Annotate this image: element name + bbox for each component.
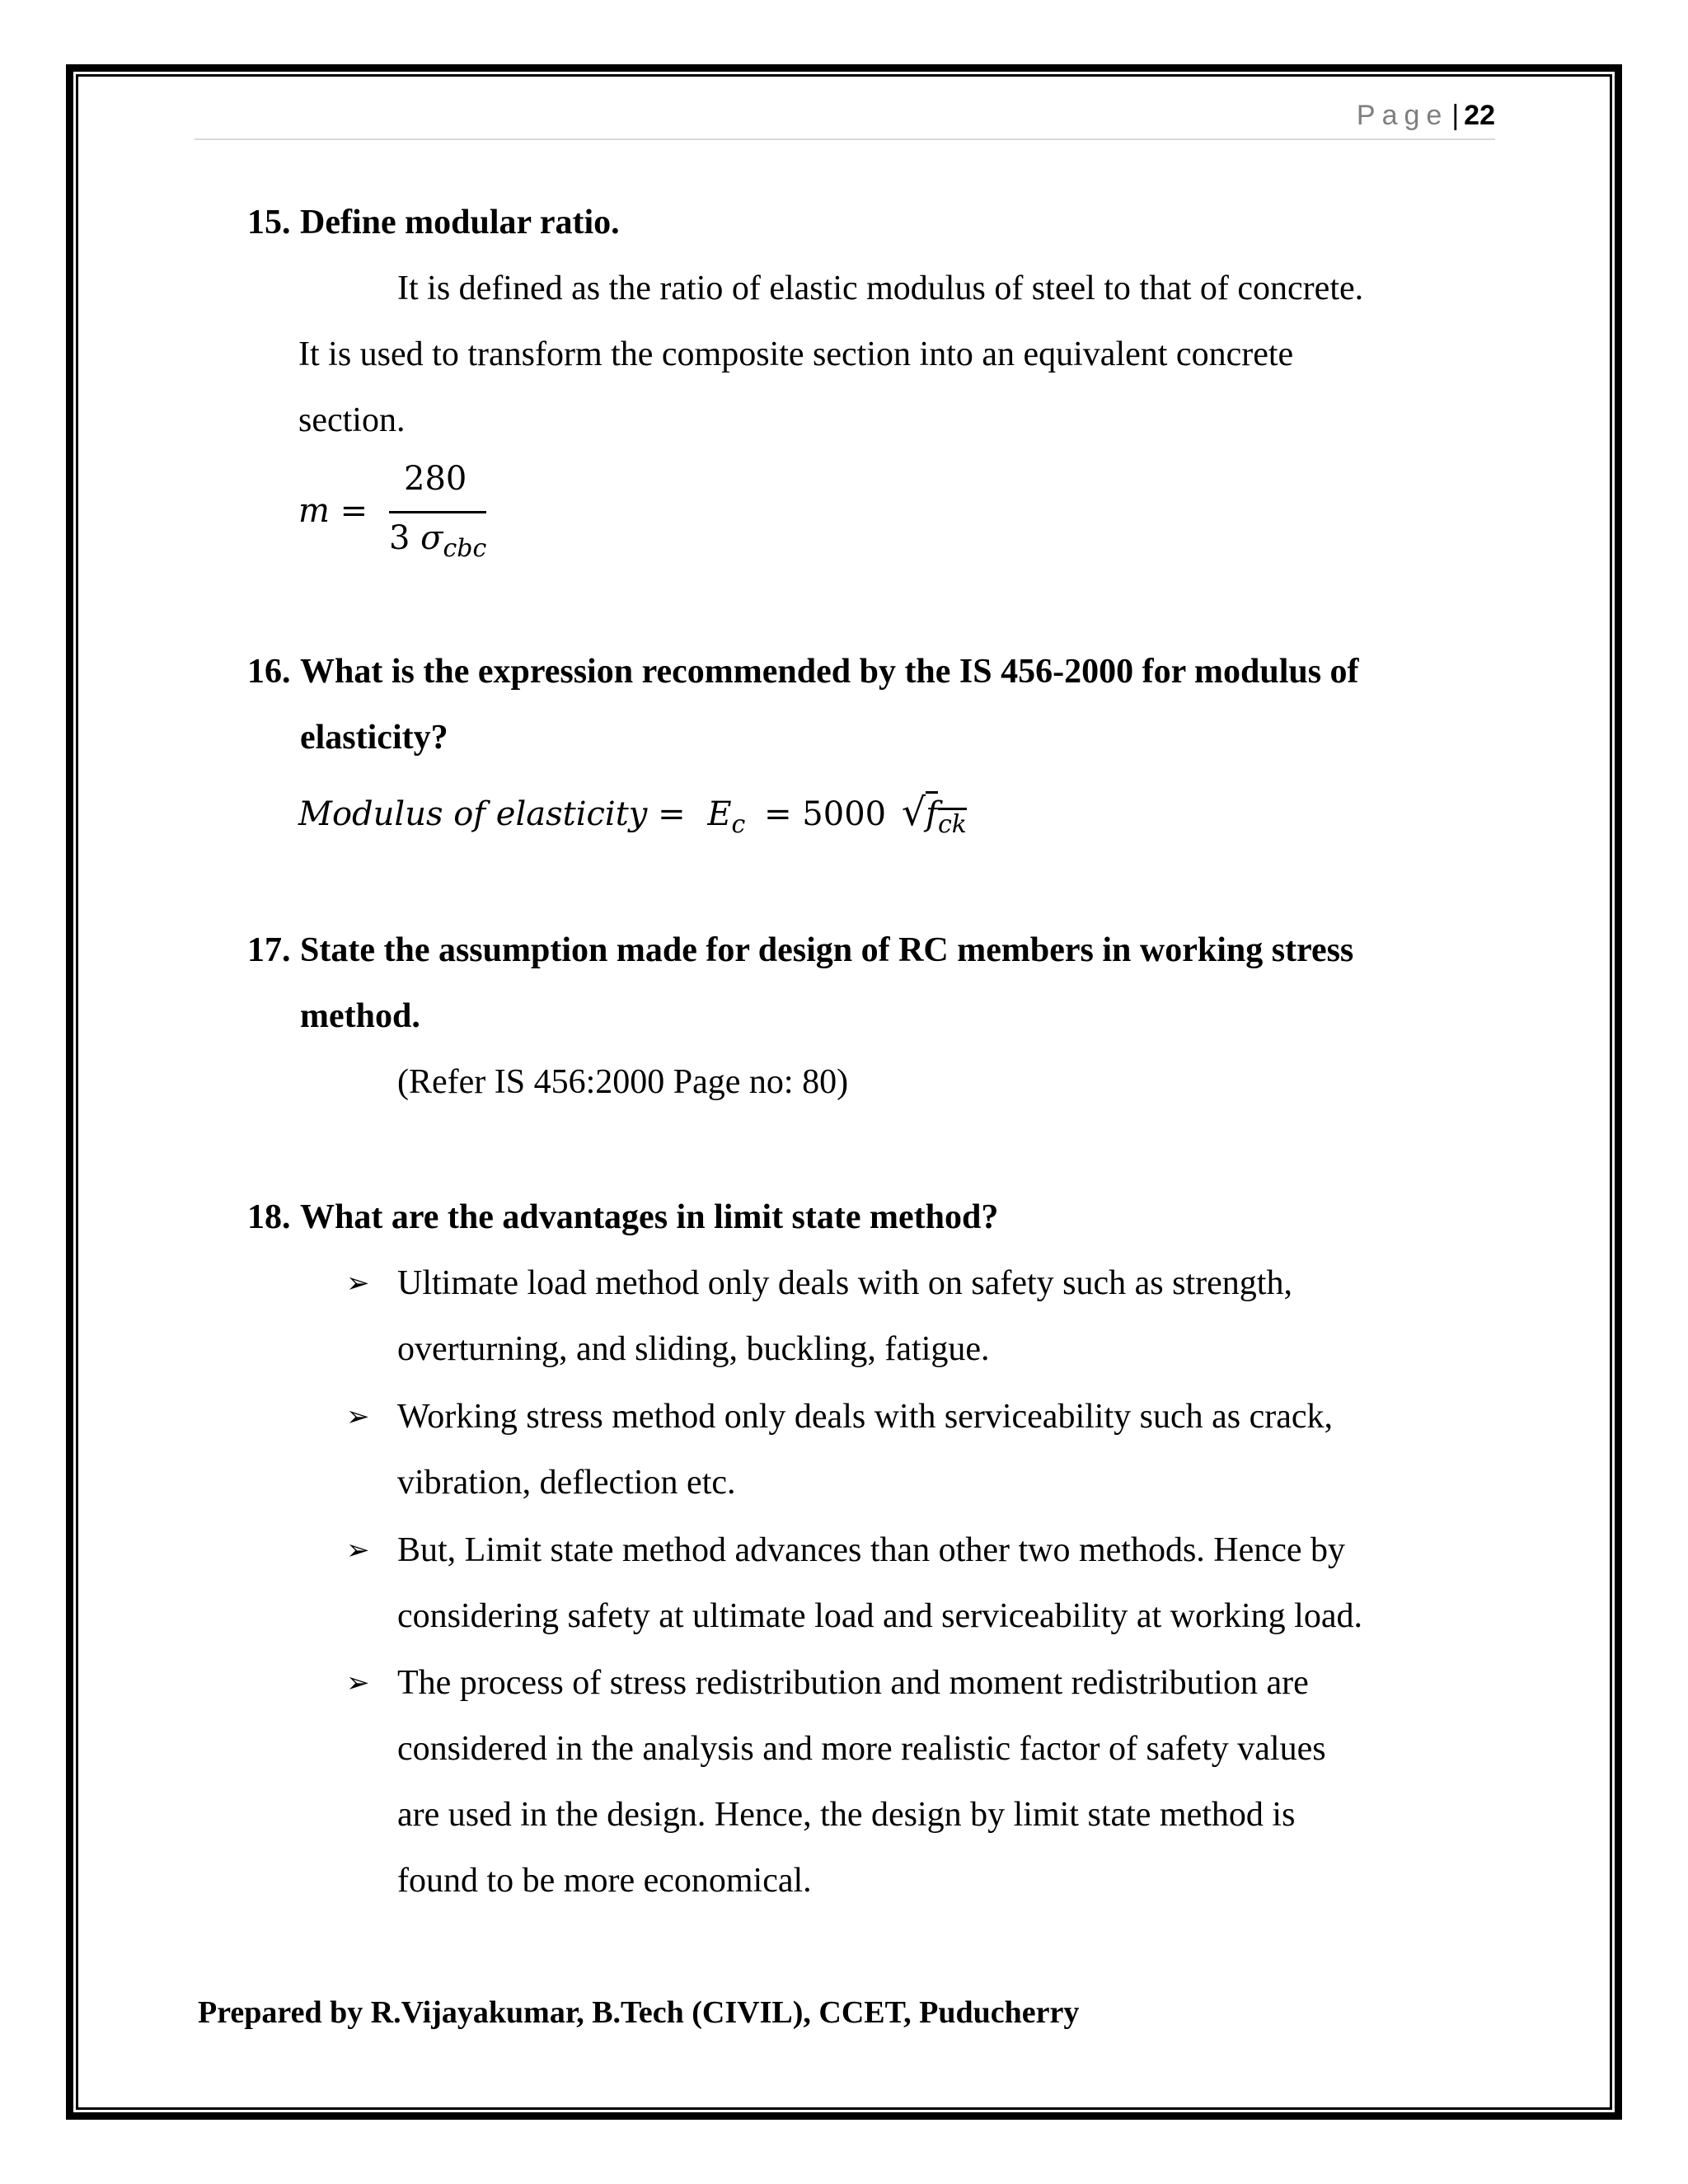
fraction-bar	[389, 511, 486, 513]
question-number: 16.	[247, 653, 291, 691]
bullet-4-line-4: found to be more economical.	[397, 1862, 812, 1900]
formula-numerator: 280	[404, 460, 467, 498]
question-17-heading	[247, 917, 1533, 1049]
question-number: 18.	[247, 1198, 291, 1236]
question-number: 15.	[247, 204, 291, 241]
formula-E-subscript: c	[731, 810, 746, 839]
question-18-heading	[247, 1184, 998, 1250]
bullet-1-line-2: overturning, and sliding, buckling, fatigue.	[397, 1330, 990, 1368]
bullet-2-line-2: vibration, deflection etc.	[397, 1464, 736, 1502]
answer-15-line-2: It is used to transform the composite section into an equivalent concrete	[298, 335, 1294, 373]
footer-credit: Prepared by R.Vijayakumar, B.Tech (CIVIL), CCET, Puducherry	[198, 1995, 1080, 2030]
arrow-bullet-icon: ➢	[346, 1400, 370, 1433]
answer-15-line-1: It is defined as the ratio of elastic modulus of steel to that of concrete.	[397, 269, 1364, 307]
arrow-bullet-icon: ➢	[346, 1666, 370, 1699]
sigma-symbol: σ	[420, 519, 443, 557]
bullet-3-line-1: But, Limit state method advances than other two methods. Hence by	[397, 1531, 1346, 1569]
bullet-4-line-2: considered in the analysis and more realistic factor of safety values	[397, 1730, 1326, 1768]
question-text-line-1: State the assumption made for design of RC members in working stress	[300, 931, 1354, 969]
formula-equals-value: = 5000	[764, 795, 887, 833]
page-header	[195, 97, 1495, 140]
formula-f-subscript: ck	[938, 808, 967, 839]
arrow-bullet-icon: ➢	[346, 1267, 370, 1300]
sigma-subscript: cbc	[443, 534, 487, 563]
page-number: 22	[1464, 100, 1495, 131]
sqrt-symbol: √	[901, 790, 926, 834]
answer-15-line-3: section.	[298, 401, 406, 439]
modulus-of-elasticity-formula	[298, 790, 967, 839]
bullet-4-line-3: are used in the design. Hence, the design by limit state method is	[397, 1796, 1296, 1834]
formula-E: E	[707, 795, 732, 833]
page-separator: |	[1451, 100, 1460, 131]
question-15-heading	[247, 190, 620, 255]
arrow-bullet-icon: ➢	[346, 1534, 370, 1567]
question-text-line-2: method.	[300, 997, 420, 1035]
question-text: Define modular ratio.	[300, 204, 620, 241]
question-text-line-2: elasticity?	[300, 719, 448, 757]
question-text-line-1: What is the expression recommended by the IS 456-2000 for modulus of	[300, 653, 1359, 691]
formula-lhs: m =	[298, 492, 368, 530]
answer-17: (Refer IS 456:2000 Page no: 80)	[397, 1063, 849, 1101]
denominator-coefficient: 3	[389, 519, 410, 557]
formula-lhs: Modulus of elasticity =	[298, 795, 686, 833]
bullet-4-line-1: The process of stress redistribution and moment redistribution are	[397, 1664, 1309, 1702]
formula-denominator	[389, 519, 486, 563]
formula-f: f	[926, 791, 938, 833]
question-text: What are the advantages in limit state method?	[300, 1198, 999, 1236]
bullet-2-line-1: Working stress method only deals with serviceability such as crack,	[397, 1398, 1334, 1436]
page-number-label	[1357, 97, 1495, 134]
bullet-1-line-1: Ultimate load method only deals with on safety such as strength,	[397, 1264, 1292, 1302]
question-number: 17.	[247, 931, 291, 969]
question-16-heading	[247, 639, 1533, 771]
page-word: Page	[1356, 100, 1449, 131]
bullet-3-line-2: considering safety at ultimate load and serviceability at working load.	[397, 1597, 1362, 1635]
